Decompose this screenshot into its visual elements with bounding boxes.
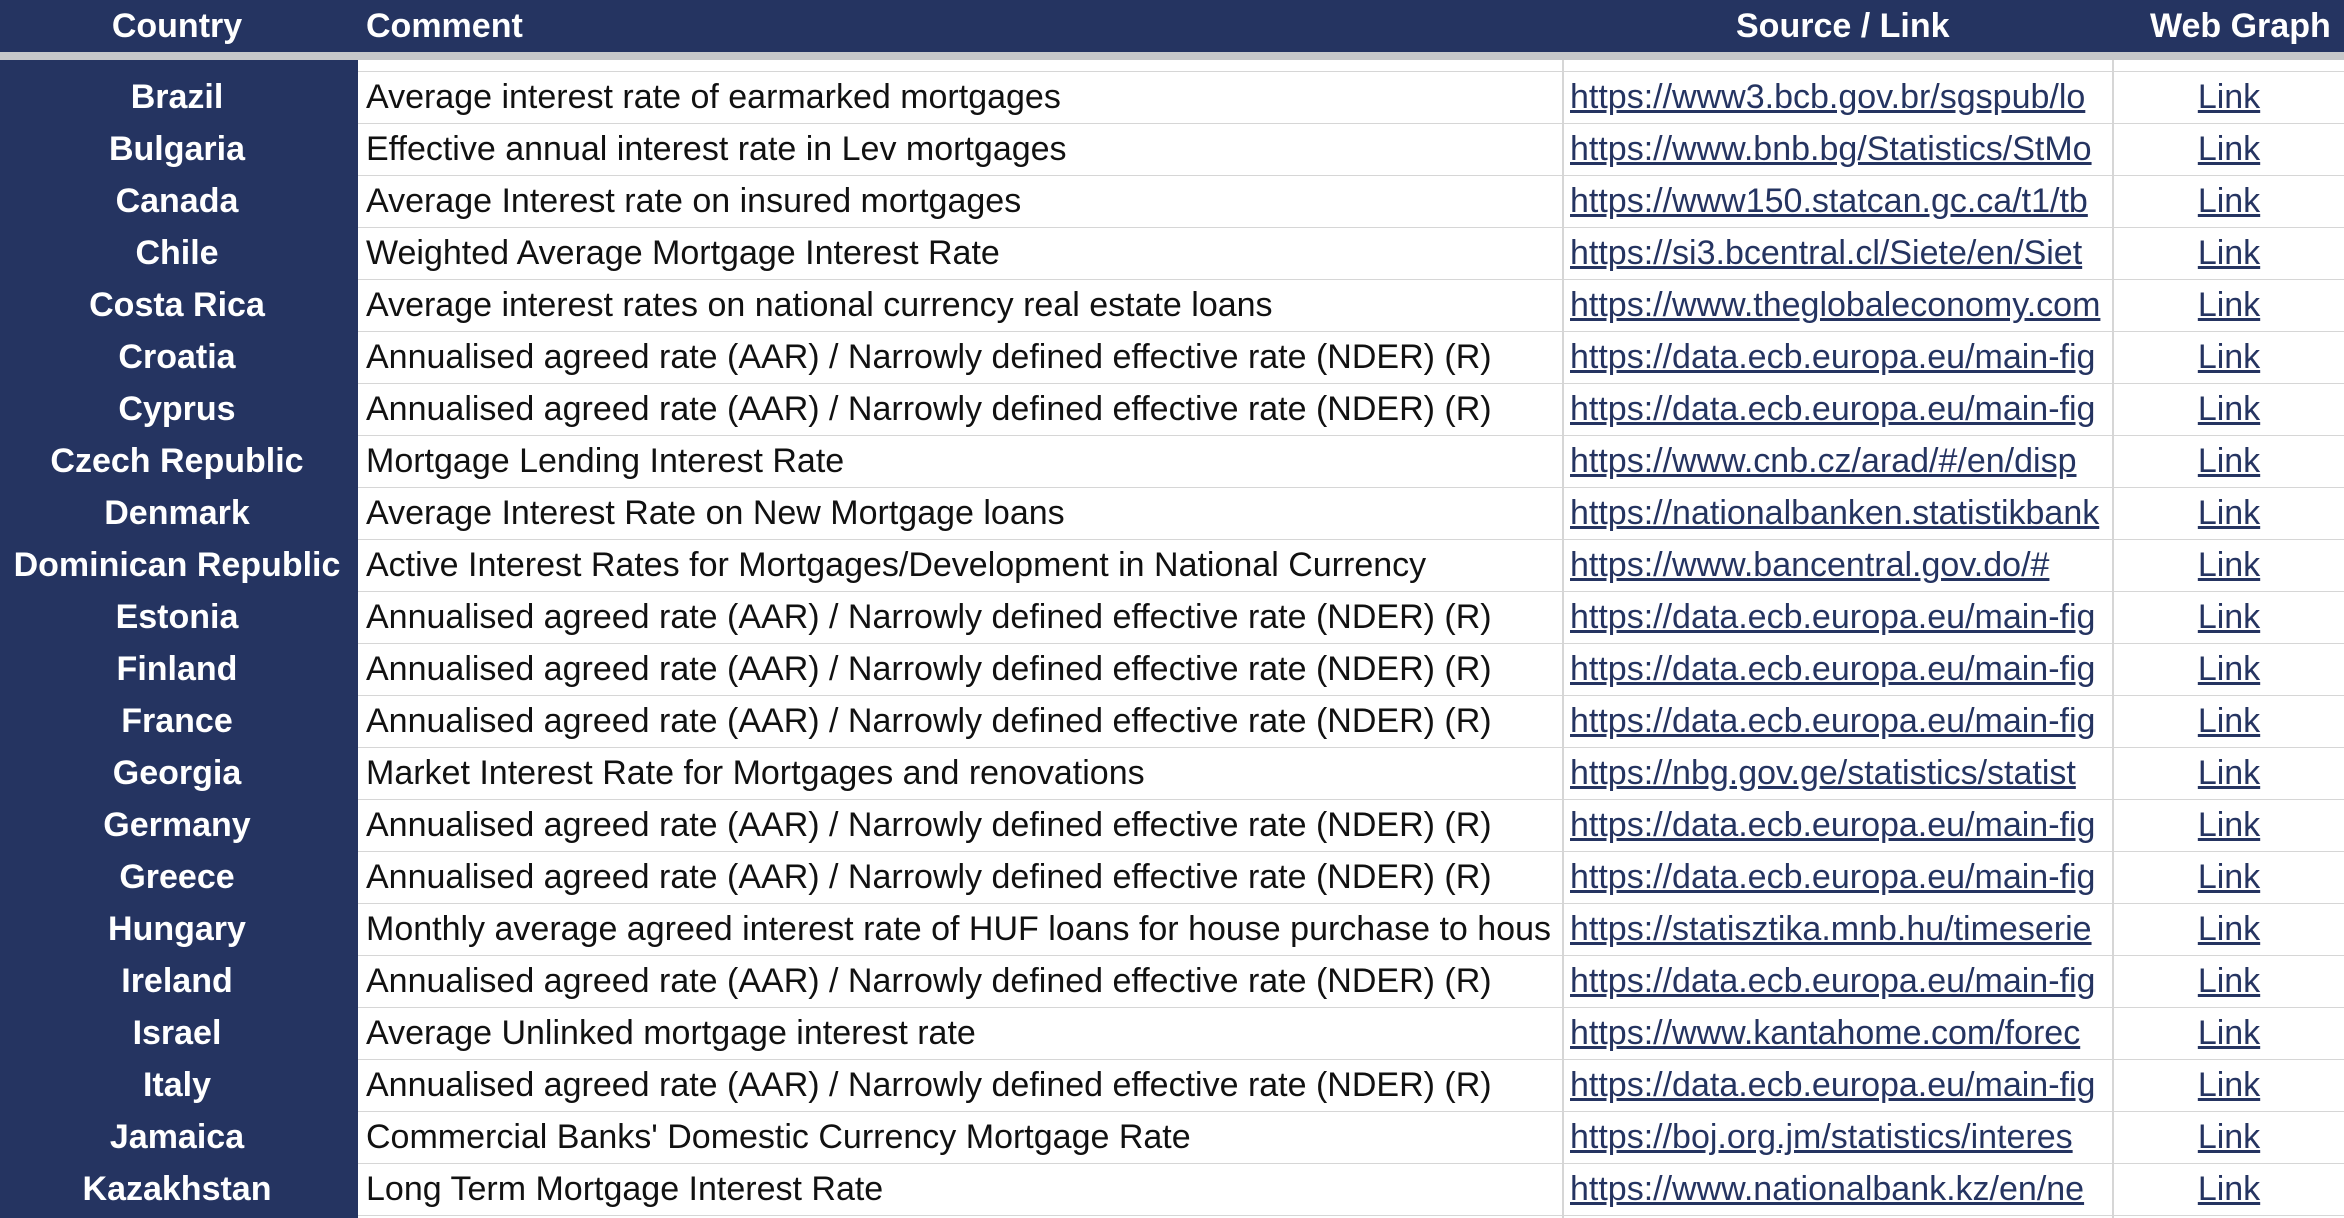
comment-cell[interactable]: Annualised agreed rate (AAR) / Narrowly defined effective rate (NDER) (R): [366, 650, 1492, 688]
comment-cell[interactable]: Annualised agreed rate (AAR) / Narrowly defined effective rate (NDER) (R): [366, 702, 1492, 740]
header-source-link[interactable]: Source / Link: [1736, 7, 1950, 45]
source-url-link[interactable]: https://www.kantahome.com/forec: [1570, 1014, 2081, 1052]
web-graph-link[interactable]: Link: [2197, 494, 2261, 532]
comment-cell[interactable]: Average interest rate of earmarked mortgages: [366, 78, 1061, 116]
comment-cell[interactable]: Annualised agreed rate (AAR) / Narrowly defined effective rate (NDER) (R): [366, 858, 1492, 896]
country-cell[interactable]: Dominican Republic: [13, 546, 341, 584]
comment-cell[interactable]: Average interest rates on national currency real estate loans: [366, 286, 1273, 324]
source-cell[interactable]: [1570, 800, 2112, 851]
source-cell[interactable]: [1570, 384, 2112, 435]
source-url-link[interactable]: https://boj.org.jm/statistics/interes: [1570, 1118, 2073, 1156]
source-cell[interactable]: [1570, 1008, 2112, 1059]
table-row: [0, 176, 2344, 228]
country-cell[interactable]: Kazakhstan: [82, 1170, 272, 1208]
comment-cell[interactable]: Effective annual interest rate in Lev mortgages: [366, 130, 1067, 168]
web-graph-link[interactable]: Link: [2197, 962, 2261, 1000]
country-cell[interactable]: Canada: [115, 182, 239, 220]
table-row: [0, 904, 2344, 956]
comment-cell[interactable]: Average Interest Rate on New Mortgage loans: [366, 494, 1065, 532]
table-row: [0, 800, 2344, 852]
source-url-link[interactable]: https://data.ecb.europa.eu/main-fig: [1570, 858, 2096, 896]
country-cell[interactable]: Germany: [103, 806, 251, 844]
table-row: [0, 332, 2344, 384]
source-cell[interactable]: [1570, 852, 2112, 903]
source-url-link[interactable]: https://data.ecb.europa.eu/main-fig: [1570, 962, 2096, 1000]
source-url-link[interactable]: https://data.ecb.europa.eu/main-fig: [1570, 338, 2096, 376]
web-graph-link[interactable]: Link: [2197, 858, 2261, 896]
source-url-link[interactable]: https://data.ecb.europa.eu/main-fig: [1570, 650, 2096, 688]
web-graph-link[interactable]: Link: [2197, 702, 2261, 740]
source-url-link[interactable]: https://www3.bcb.gov.br/sgspub/lo: [1570, 78, 2086, 116]
source-cell[interactable]: [1570, 176, 2112, 227]
web-graph-cell[interactable]: [2114, 696, 2344, 747]
source-url-link[interactable]: https://data.ecb.europa.eu/main-fig: [1570, 806, 2096, 844]
table-row: [0, 1008, 2344, 1060]
source-cell[interactable]: [1570, 1164, 2112, 1215]
table-row: [0, 1112, 2344, 1164]
source-url-link[interactable]: https://www.theglobaleconomy.com: [1570, 286, 2101, 324]
source-cell[interactable]: [1570, 1112, 2112, 1163]
table-row: [0, 436, 2344, 488]
country-cell[interactable]: Chile: [135, 234, 219, 272]
comment-cell[interactable]: Weighted Average Mortgage Interest Rate: [366, 234, 1000, 272]
web-graph-cell[interactable]: [2114, 748, 2344, 799]
country-cell[interactable]: Greece: [119, 858, 235, 896]
country-cell[interactable]: Israel: [132, 1014, 222, 1052]
source-url-link[interactable]: https://statisztika.mnb.hu/timeserie: [1570, 910, 2092, 948]
country-cell[interactable]: Ireland: [121, 962, 233, 1000]
comment-cell[interactable]: Average Unlinked mortgage interest rate: [366, 1014, 976, 1052]
country-cell[interactable]: Brazil: [130, 78, 224, 116]
header-comment[interactable]: Comment: [366, 7, 523, 45]
comment-cell[interactable]: Mortgage Lending Interest Rate: [366, 442, 845, 480]
web-graph-link[interactable]: Link: [2197, 234, 2261, 272]
source-cell[interactable]: [1570, 488, 2112, 539]
source-cell[interactable]: [1570, 956, 2112, 1007]
table-row: [0, 124, 2344, 176]
web-graph-cell[interactable]: [2114, 644, 2344, 695]
country-cell[interactable]: France: [121, 702, 233, 740]
source-cell[interactable]: [1570, 436, 2112, 487]
web-graph-cell[interactable]: [2114, 436, 2344, 487]
source-cell[interactable]: [1570, 228, 2112, 279]
source-url-link[interactable]: https://nbg.gov.ge/statistics/statist: [1570, 754, 2076, 792]
country-cell[interactable]: Finland: [116, 650, 238, 688]
web-graph-link[interactable]: Link: [2197, 754, 2261, 792]
table-row: [0, 488, 2344, 540]
source-url-link[interactable]: https://www.bancentral.gov.do/#: [1570, 546, 2050, 584]
comment-cell[interactable]: Annualised agreed rate (AAR) / Narrowly defined effective rate (NDER) (R): [366, 962, 1492, 1000]
comment-cell[interactable]: Annualised agreed rate (AAR) / Narrowly defined effective rate (NDER) (R): [366, 390, 1492, 428]
source-url-link[interactable]: https://www.nationalbank.kz/en/ne: [1570, 1170, 2085, 1208]
source-cell[interactable]: [1570, 748, 2112, 799]
country-cell[interactable]: Czech Republic: [50, 442, 304, 480]
table-row: [0, 748, 2344, 800]
web-graph-link[interactable]: Link: [2197, 1066, 2261, 1104]
table-row: [0, 1164, 2344, 1216]
web-graph-cell[interactable]: [2114, 592, 2344, 643]
table-row: [0, 644, 2344, 696]
web-graph-cell[interactable]: [2114, 488, 2344, 539]
header-divider: [0, 52, 2344, 60]
web-graph-cell[interactable]: [2114, 1008, 2344, 1059]
header-country[interactable]: Country: [111, 7, 243, 45]
source-url-link[interactable]: https://data.ecb.europa.eu/main-fig: [1570, 390, 2096, 428]
row-divider: [358, 1215, 2344, 1216]
web-graph-link[interactable]: Link: [2197, 910, 2261, 948]
country-cell[interactable]: Croatia: [118, 338, 236, 376]
country-cell[interactable]: Denmark: [104, 494, 250, 532]
comment-cell[interactable]: Annualised agreed rate (AAR) / Narrowly defined effective rate (NDER) (R): [366, 598, 1492, 636]
web-graph-link[interactable]: Link: [2197, 390, 2261, 428]
source-url-link[interactable]: https://nationalbanken.statistikbank: [1570, 494, 2100, 532]
web-graph-cell[interactable]: [2114, 72, 2344, 123]
web-graph-link[interactable]: Link: [2197, 598, 2261, 636]
web-graph-cell[interactable]: [2114, 176, 2344, 227]
web-graph-link[interactable]: Link: [2197, 78, 2261, 116]
source-url-link[interactable]: https://www150.statcan.gc.ca/t1/tb: [1570, 182, 2088, 220]
source-url-link[interactable]: https://www.cnb.cz/arad/#/en/disp: [1570, 442, 2077, 480]
country-cell[interactable]: Cyprus: [118, 390, 236, 428]
web-graph-link[interactable]: Link: [2197, 650, 2261, 688]
source-cell[interactable]: [1570, 644, 2112, 695]
header-web-graph[interactable]: Web Graph: [2150, 7, 2331, 45]
country-cell[interactable]: Bulgaria: [108, 130, 246, 168]
source-cell[interactable]: [1570, 592, 2112, 643]
country-cell[interactable]: Estonia: [115, 598, 239, 636]
comment-cell[interactable]: Long Term Mortgage Interest Rate: [366, 1170, 884, 1208]
table-row: [0, 540, 2344, 592]
web-graph-link[interactable]: Link: [2197, 1014, 2261, 1052]
comment-cell[interactable]: Annualised agreed rate (AAR) / Narrowly defined effective rate (NDER) (R): [366, 1066, 1492, 1104]
source-cell[interactable]: [1570, 124, 2112, 175]
web-graph-cell[interactable]: [2114, 956, 2344, 1007]
source-url-link[interactable]: https://www.bnb.bg/Statistics/StMo: [1570, 130, 2092, 168]
table-row: [0, 72, 2344, 124]
source-cell[interactable]: [1570, 904, 2112, 955]
country-cell[interactable]: Italy: [142, 1066, 212, 1104]
source-cell[interactable]: [1570, 72, 2112, 123]
table-row: [0, 852, 2344, 904]
source-url-link[interactable]: https://si3.bcentral.cl/Siete/en/Siet: [1570, 234, 2083, 272]
web-graph-link[interactable]: Link: [2197, 286, 2261, 324]
comment-cell[interactable]: Active Interest Rates for Mortgages/Development in National Currency: [366, 546, 1427, 584]
web-graph-cell[interactable]: [2114, 228, 2344, 279]
web-graph-cell[interactable]: [2114, 800, 2344, 851]
web-graph-cell[interactable]: [2114, 1112, 2344, 1163]
web-graph-cell[interactable]: [2114, 280, 2344, 331]
web-graph-cell[interactable]: [2114, 124, 2344, 175]
country-cell[interactable]: Hungary: [108, 910, 246, 948]
web-graph-cell[interactable]: [2114, 852, 2344, 903]
web-graph-cell[interactable]: [2114, 1164, 2344, 1215]
source-cell[interactable]: [1570, 332, 2112, 383]
web-graph-cell[interactable]: [2114, 384, 2344, 435]
table-header: [0, 0, 2344, 52]
table-row: [0, 592, 2344, 644]
web-graph-link[interactable]: Link: [2197, 1118, 2261, 1156]
web-graph-link[interactable]: Link: [2197, 182, 2261, 220]
source-cell[interactable]: [1570, 540, 2112, 591]
web-graph-link[interactable]: Link: [2197, 338, 2261, 376]
comment-cell[interactable]: Monthly average agreed interest rate of HUF loans for house purchase to hous: [366, 910, 1552, 948]
web-graph-cell[interactable]: [2114, 540, 2344, 591]
comment-cell[interactable]: Market Interest Rate for Mortgages and renovations: [366, 754, 1145, 792]
table-row: [0, 956, 2344, 1008]
web-graph-link[interactable]: Link: [2197, 806, 2261, 844]
source-url-link[interactable]: https://data.ecb.europa.eu/main-fig: [1570, 702, 2096, 740]
country-cell[interactable]: Jamaica: [109, 1118, 245, 1156]
table-row: [0, 280, 2344, 332]
source-cell[interactable]: [1570, 696, 2112, 747]
source-url-link[interactable]: https://data.ecb.europa.eu/main-fig: [1570, 598, 2096, 636]
web-graph-link[interactable]: Link: [2197, 442, 2261, 480]
comment-cell[interactable]: Average Interest rate on insured mortgages: [366, 182, 1022, 220]
source-url-link[interactable]: https://data.ecb.europa.eu/main-fig: [1570, 1066, 2096, 1104]
web-graph-link[interactable]: Link: [2197, 546, 2261, 584]
source-cell[interactable]: [1570, 280, 2112, 331]
web-graph-cell[interactable]: [2114, 904, 2344, 955]
table-row: [0, 228, 2344, 280]
web-graph-cell[interactable]: [2114, 332, 2344, 383]
table-body: [0, 20, 2344, 1216]
table-row: [0, 696, 2344, 748]
web-graph-link[interactable]: Link: [2197, 1170, 2261, 1208]
table-row: [0, 384, 2344, 436]
comment-cell[interactable]: Annualised agreed rate (AAR) / Narrowly defined effective rate (NDER) (R): [366, 806, 1492, 844]
table-row: [0, 1060, 2344, 1112]
country-cell[interactable]: Georgia: [112, 754, 242, 792]
comment-cell[interactable]: Commercial Banks' Domestic Currency Mortgage Rate: [366, 1118, 1191, 1156]
source-cell[interactable]: [1570, 1060, 2112, 1111]
web-graph-cell[interactable]: [2114, 1060, 2344, 1111]
comment-cell[interactable]: Annualised agreed rate (AAR) / Narrowly defined effective rate (NDER) (R): [366, 338, 1492, 376]
country-cell[interactable]: Costa Rica: [89, 286, 265, 324]
web-graph-link[interactable]: Link: [2197, 130, 2261, 168]
